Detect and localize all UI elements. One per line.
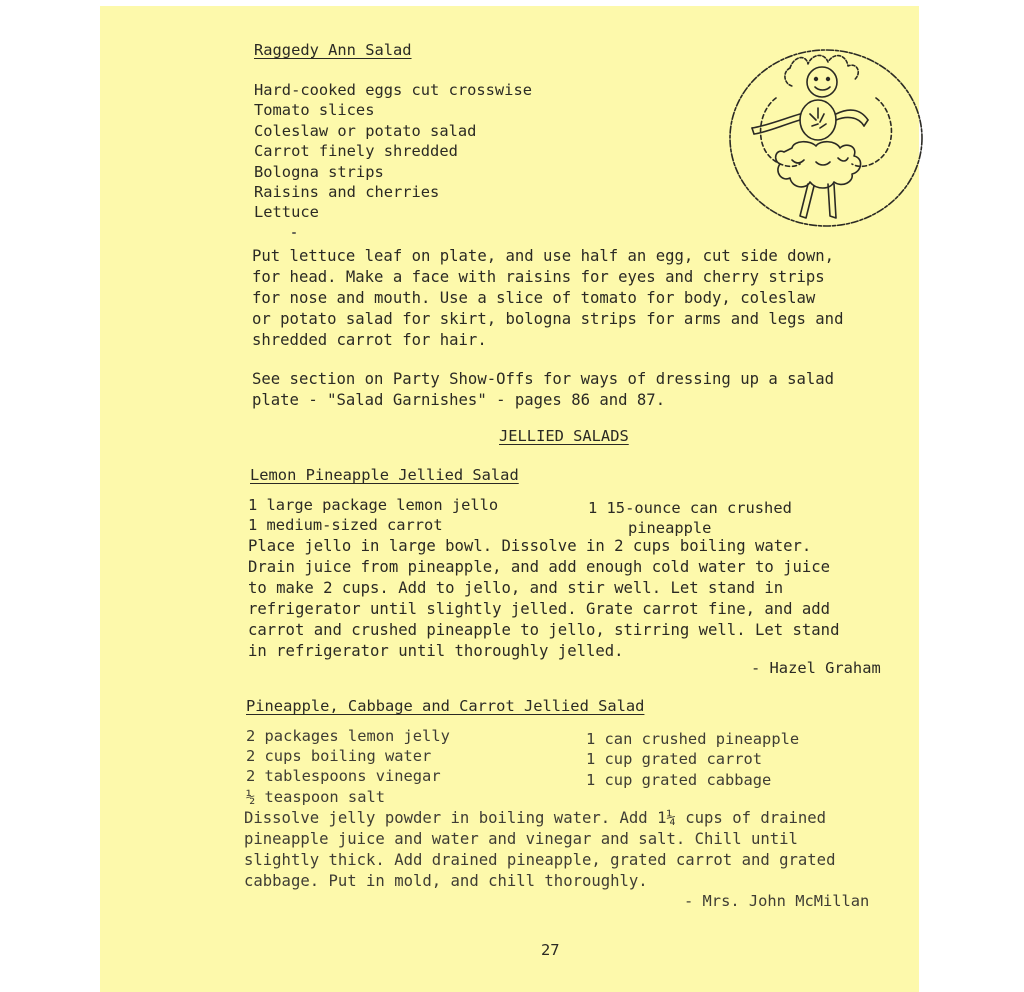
direction-line: Dissolve jelly powder in boiling water. Add 1¼ cups of drained (244, 809, 827, 827)
direction-line: cabbage. Put in mold, and chill thoroughly. (244, 872, 648, 890)
ingredient-line: Lettuce (254, 203, 319, 221)
ingredient-line: 1 can crushed pineapple (586, 730, 800, 748)
ingredient-line: 1 cup grated cabbage (586, 771, 772, 789)
note-line: See section on Party Show-Offs for ways of dressing up a salad (252, 370, 835, 388)
direction-line: Put lettuce leaf on plate, and use half an egg, cut side down, (252, 247, 835, 265)
direction-line: refrigerator until slightly jelled. Grate carrot fine, and add (248, 600, 831, 618)
ingredient-line: 1 large package lemon jello (248, 496, 499, 514)
direction-line: in refrigerator until thoroughly jelled. (248, 642, 624, 660)
ingredient-line: Tomato slices (254, 101, 375, 119)
ingredient-line: 2 tablespoons vinegar (246, 767, 441, 785)
note-line: plate - "Salad Garnishes" - pages 86 and 87. (252, 391, 666, 409)
direction-line: or potato salad for skirt, bologna strips for arms and legs and (252, 310, 844, 328)
direction-line: slightly thick. Add drained pineapple, grated carrot and grated (244, 851, 836, 869)
ingredient-line: Hard-cooked eggs cut crosswise (254, 81, 532, 99)
direction-line: for head. Make a face with raisins for eyes and cherry strips (252, 268, 825, 286)
direction-line: carrot and crushed pineapple to jello, stirring well. Let stand (248, 621, 840, 639)
direction-line: for nose and mouth. Use a slice of tomato for body, coleslaw (252, 289, 816, 307)
ingredient-line: pineapple (628, 519, 712, 537)
recipe-title-raggedy-ann: Raggedy Ann Salad (254, 41, 412, 59)
ingredient-line: 1 15-ounce can crushed (588, 499, 792, 517)
direction-line: Drain juice from pineapple, and add enough cold water to juice (248, 558, 831, 576)
ingredient-line: 2 packages lemon jelly (246, 727, 450, 745)
ingredient-line: Coleslaw or potato salad (254, 122, 477, 140)
ingredient-line: 1 cup grated carrot (586, 750, 763, 768)
ingredient-line: Carrot finely shredded (254, 142, 458, 160)
section-heading-jellied-salads: JELLIED SALADS (499, 427, 629, 445)
direction-line: to make 2 cups. Add to jello, and stir well. Let stand in (248, 579, 784, 597)
raggedy-ann-doll-illustration (720, 48, 934, 238)
recipe-title-pineapple-cabbage-carrot: Pineapple, Cabbage and Carrot Jellied Salad (246, 697, 645, 715)
direction-line: shredded carrot for hair. (252, 331, 487, 349)
ingredient-line: ½ teaspoon salt (246, 788, 385, 806)
ingredient-line: Bologna strips (254, 163, 384, 181)
direction-line: pineapple juice and water and vinegar and salt. Chill until (244, 830, 798, 848)
ingredient-line: Raisins and cherries (254, 183, 440, 201)
direction-line: Place jello in large bowl. Dissolve in 2 cups boiling water. (248, 537, 812, 555)
page-number: 27 (541, 941, 560, 959)
document-page (100, 6, 919, 992)
ingredient-line: 1 medium-sized carrot (248, 516, 443, 534)
recipe-title-lemon-pineapple: Lemon Pineapple Jellied Salad (250, 466, 519, 484)
ink-speck (292, 232, 296, 234)
ingredient-line: 2 cups boiling water (246, 747, 432, 765)
recipe-author-lemon-pineapple: - Hazel Graham (751, 659, 881, 677)
recipe-author-pineapple-cabbage-carrot: - Mrs. John McMillan (684, 892, 870, 910)
